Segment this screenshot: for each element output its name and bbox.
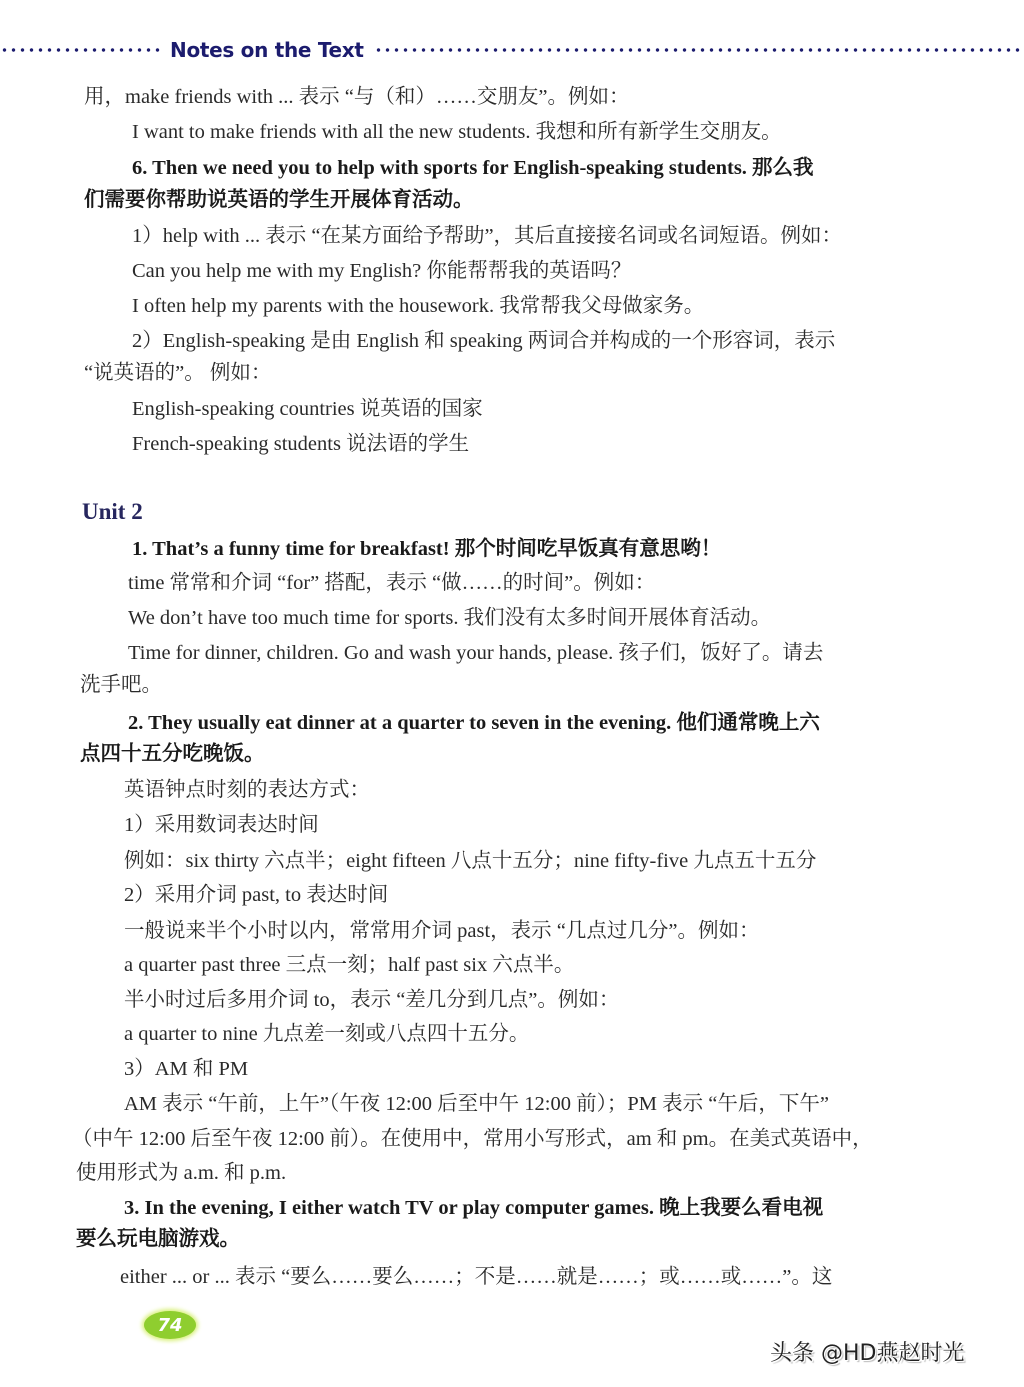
- page-number: 74: [157, 1314, 183, 1336]
- example-line: a quarter to nine 九点差一刻或八点四十五分。: [124, 1023, 530, 1045]
- text-line: 1）help with ... 表示 “在某方面给予帮助”，其后直接接名词或名词短语。例如：: [132, 225, 843, 247]
- header-title: Notes on the Text: [170, 38, 364, 62]
- text-line: 半小时过后多用介词 to，表示 “差几分到几点”。例如：: [124, 989, 620, 1011]
- text-line: 2）采用介词 past, to 表达时间: [124, 884, 389, 906]
- section-header: [0, 36, 1024, 64]
- text-line: “说英语的”。 例如：: [84, 362, 272, 384]
- watermark: 头条 @HD燕赵时光: [770, 1341, 965, 1366]
- note-heading: 3. In the evening, I either watch TV or play computer games. 晚上我要么看电视: [124, 1197, 824, 1219]
- example-line: a quarter past three 三点一刻；half past six 六点半。: [124, 954, 575, 976]
- text-line: time 常常和介词 “for” 搭配，表示 “做……的时间”。例如：: [128, 572, 656, 594]
- example-line: 例如：six thirty 六点半；eight fifteen 八点十五分；nine fifty-five 九点五十五分: [124, 850, 817, 872]
- example-line: We don’t have too much time for sports. 我们没有太多时间开展体育活动。: [128, 607, 772, 629]
- example-line: I often help my parents with the housework. 我常帮我父母做家务。: [132, 295, 705, 317]
- text-line: 2）English-speaking 是由 English 和 speaking 两词合并构成的一个形容词，表示: [132, 330, 836, 352]
- text-line: 英语钟点时刻的表达方式：: [124, 779, 370, 801]
- example-line: English-speaking countries 说英语的国家: [132, 398, 483, 420]
- note-heading-cont: 要么玩电脑游戏。: [76, 1228, 240, 1250]
- example-line: Can you help me with my English? 你能帮帮我的英语吗？: [132, 260, 632, 282]
- note-heading: 6. Then we need you to help with sports for English-speaking students. 那么我: [132, 157, 814, 179]
- example-line-cont: 洗手吧。: [80, 674, 162, 696]
- text-line: 1）采用数词表达时间: [124, 814, 319, 836]
- example-line: I want to make friends with all the new students. 我想和所有新学生交朋友。: [132, 121, 782, 143]
- example-line: French-speaking students 说法语的学生: [132, 433, 470, 455]
- text-line: 使用形式为 a.m. 和 p.m.: [76, 1162, 287, 1184]
- text-line: （中午 12:00 后至午夜 12:00 前）。在使用中，常用小写形式，am 和 pm。在美式英语中，: [72, 1128, 873, 1150]
- note-heading-cont: 点四十五分吃晚饭。: [80, 743, 265, 765]
- text-line: AM 表示 “午前，上午”（午夜 12:00 后至中午 12:00 前）；PM 表示 “午后，下午”: [124, 1093, 829, 1115]
- text-line: either ... or ... 表示 “要么……要么……；不是……就是……；或……或……”。这: [120, 1266, 833, 1288]
- unit-title: Unit 2: [82, 499, 143, 524]
- page-number-badge: [144, 1311, 196, 1339]
- note-heading: 2. They usually eat dinner at a quarter to seven in the evening. 他们通常晚上六: [128, 712, 820, 734]
- text-line: 用，make friends with ... 表示 “与（和）……交朋友”。例如：: [84, 86, 630, 108]
- text-line: 一般说来半个小时以内，常常用介词 past，表示 “几点过几分”。例如：: [124, 920, 760, 942]
- dotted-rule-left: [0, 47, 164, 53]
- note-heading-cont: 们需要你帮助说英语的学生开展体育活动。: [84, 189, 474, 211]
- text-line: 3）AM 和 PM: [124, 1058, 249, 1080]
- note-heading: 1. That’s a funny time for breakfast! 那个时间吃早饭真有意思哟！: [132, 538, 722, 560]
- dotted-rule-right: [374, 47, 1024, 53]
- example-line: Time for dinner, children. Go and wash your hands, please. 孩子们，饭好了。请去: [128, 642, 824, 664]
